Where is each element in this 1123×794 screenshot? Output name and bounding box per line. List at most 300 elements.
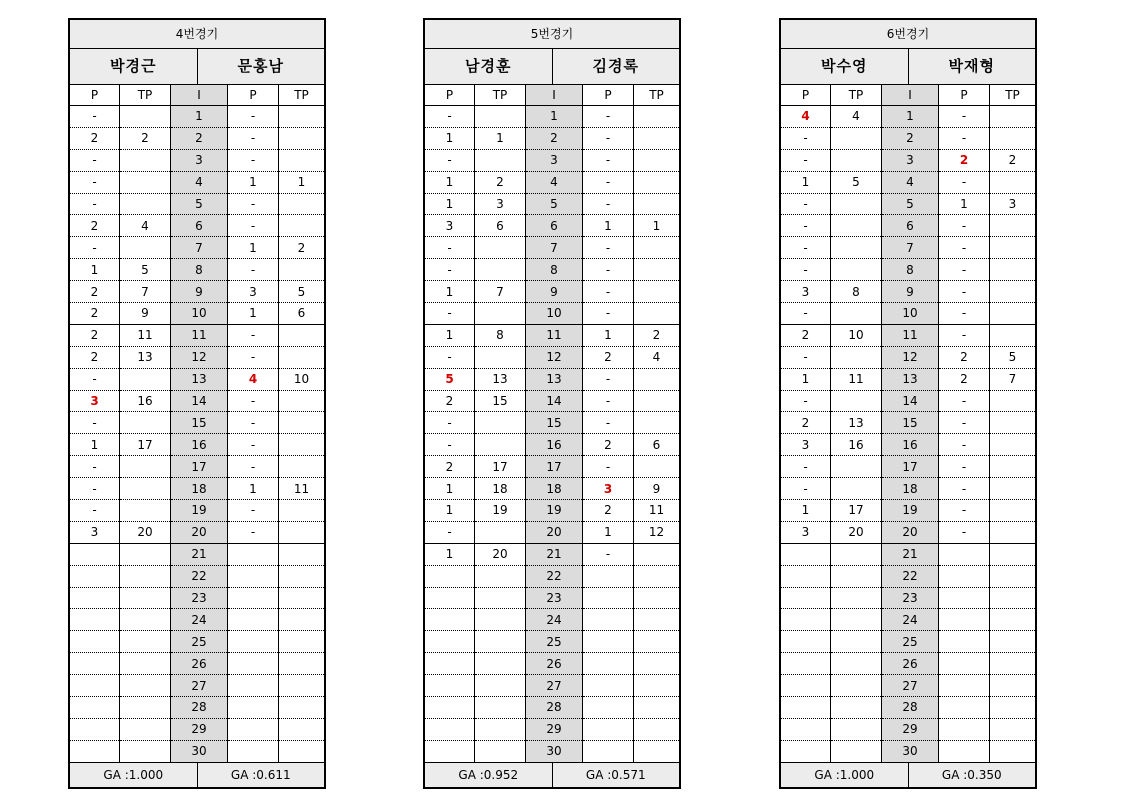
right-tp-cell [279,149,325,171]
table-row [781,456,1035,478]
left-tp-cell: 13 [120,346,171,368]
inning-cell: 8 [171,259,228,281]
inning-cell: 11 [882,324,939,346]
left-p-cell: 4 [781,106,831,128]
player-names [425,49,679,85]
right-p-cell: - [228,127,279,149]
left-p-cell: - [70,106,120,128]
left-tp-cell: 7 [475,281,526,303]
table-row [781,521,1035,543]
left-tp-cell: 4 [831,106,882,128]
right-p-cell: - [939,456,990,478]
left-tp-cell: 11 [831,368,882,390]
left-p-cell: 2 [70,324,120,346]
player-right-name: 김경록 [592,57,639,75]
left-tp-cell [831,697,882,719]
right-p-cell: - [228,412,279,434]
left-p-cell: - [70,478,120,500]
right-p-cell: - [939,521,990,543]
left-tp-cell [120,609,171,631]
left-p-cell: - [70,237,120,259]
right-p-cell [583,653,634,675]
left-p-cell: - [781,237,831,259]
left-p-cell: 2 [425,456,475,478]
left-tp-cell [120,631,171,653]
left-p-cell: - [425,106,475,128]
player-left-name: 박수영 [781,49,909,84]
right-tp-cell [990,259,1036,281]
inning-cell: 2 [526,127,583,149]
table-row [70,127,324,149]
left-tp-cell: 8 [475,324,526,346]
right-tp-cell [279,565,325,587]
header-left-tp: TP [120,85,171,106]
table-row [425,587,679,609]
left-p-cell: 2 [70,303,120,325]
right-p-cell: - [583,412,634,434]
left-tp-cell: 13 [831,412,882,434]
inning-cell: 25 [171,631,228,653]
inning-cell: 16 [882,434,939,456]
left-p-cell: 2 [425,390,475,412]
left-tp-cell [120,675,171,697]
right-p-cell: - [939,303,990,325]
header-inning: I [882,85,939,106]
inning-cell: 23 [171,587,228,609]
left-p-cell: 2 [70,346,120,368]
left-p-cell: - [781,193,831,215]
right-p-cell: 1 [583,521,634,543]
right-p-cell: 1 [228,171,279,193]
right-p-cell: - [939,259,990,281]
left-tp-cell [120,500,171,522]
left-p-cell [70,697,120,719]
inning-cell: 3 [171,149,228,171]
table-row [70,478,324,500]
left-tp-cell: 4 [120,215,171,237]
right-p-cell: 1 [228,303,279,325]
left-tp-cell [475,346,526,368]
inning-cell: 16 [171,434,228,456]
right-tp-cell [990,456,1036,478]
table-row [70,697,324,719]
right-p-cell: - [583,303,634,325]
right-tp-cell [279,106,325,128]
left-tp-cell [831,740,882,761]
left-tp-cell [475,237,526,259]
right-tp-cell [279,127,325,149]
inning-cell: 28 [526,697,583,719]
inning-cell: 5 [882,193,939,215]
table-row [425,346,679,368]
right-tp-cell: 3 [990,193,1036,215]
right-tp-cell [990,390,1036,412]
left-p-cell: - [425,412,475,434]
right-p-cell: - [939,412,990,434]
table-row [425,259,679,281]
table-row [70,390,324,412]
left-p-cell: 1 [425,500,475,522]
inning-cell: 22 [526,565,583,587]
table-row [781,149,1035,171]
table-row [425,368,679,390]
header-right-p: P [583,85,634,106]
right-p-cell [939,675,990,697]
score-rows [70,106,324,762]
right-tp-cell [990,303,1036,325]
player-right-name: 문홍남 [237,57,284,75]
right-tp-cell [634,740,680,761]
right-p-cell: - [228,215,279,237]
right-tp-cell [990,171,1036,193]
right-tp-cell [634,587,680,609]
left-tp-cell: 5 [120,259,171,281]
left-tp-cell [120,740,171,761]
right-tp-cell [634,412,680,434]
inning-cell: 24 [171,609,228,631]
right-tp-cell: 9 [634,478,680,500]
left-p-cell: - [70,368,120,390]
right-p-cell: 2 [939,368,990,390]
right-p-cell: - [228,456,279,478]
left-p-cell: - [781,259,831,281]
right-p-cell: - [583,106,634,128]
left-tp-cell [831,609,882,631]
inning-cell: 27 [171,675,228,697]
left-tp-cell [475,697,526,719]
right-tp-cell [634,456,680,478]
table-row [781,653,1035,675]
right-tp-cell [279,324,325,346]
table-row [781,171,1035,193]
inning-cell: 7 [526,237,583,259]
right-tp-cell [279,675,325,697]
inning-cell: 25 [882,631,939,653]
score-table [70,85,324,762]
inning-cell: 21 [526,543,583,565]
right-tp-cell [990,653,1036,675]
inning-cell: 26 [526,653,583,675]
right-p-cell [583,740,634,761]
right-tp-cell [990,215,1036,237]
right-tp-cell [634,697,680,719]
table-row [781,215,1035,237]
table-row [425,149,679,171]
left-tp-cell [120,653,171,675]
left-p-cell: 2 [70,127,120,149]
right-p-cell [228,543,279,565]
left-p-cell: 1 [781,368,831,390]
left-tp-cell [475,740,526,761]
left-tp-cell: 8 [831,281,882,303]
right-p-cell: - [939,434,990,456]
right-tp-cell [990,543,1036,565]
left-tp-cell [831,215,882,237]
left-p-cell: - [425,434,475,456]
left-tp-cell [831,193,882,215]
left-p-cell: - [781,127,831,149]
header-right-tp: TP [990,85,1036,106]
table-row [425,675,679,697]
left-p-cell [781,718,831,740]
right-tp-cell [634,390,680,412]
inning-cell: 4 [526,171,583,193]
inning-cell: 18 [526,478,583,500]
header-inning: I [171,85,228,106]
table-row [70,631,324,653]
inning-cell: 2 [171,127,228,149]
left-tp-cell [831,259,882,281]
inning-cell: 24 [882,609,939,631]
inning-cell: 28 [171,697,228,719]
right-tp-cell [279,434,325,456]
table-row [781,543,1035,565]
scoresheet-game-4 [68,18,326,789]
table-row [70,346,324,368]
left-tp-cell [120,193,171,215]
table-row [781,718,1035,740]
table-row [781,412,1035,434]
right-tp-cell: 6 [279,303,325,325]
right-p-cell [228,587,279,609]
right-p-cell: - [583,543,634,565]
inning-cell: 13 [526,368,583,390]
right-p-cell [939,697,990,719]
left-p-cell [425,740,475,761]
left-p-cell [70,740,120,761]
inning-cell: 15 [171,412,228,434]
left-p-cell [425,718,475,740]
table-row [425,478,679,500]
right-tp-cell: 2 [279,237,325,259]
table-row [70,171,324,193]
right-tp-cell [990,434,1036,456]
inning-cell: 24 [526,609,583,631]
ga-footer [781,762,1035,787]
right-tp-cell [279,215,325,237]
left-p-cell: - [781,478,831,500]
right-p-cell: - [583,281,634,303]
right-tp-cell: 11 [279,478,325,500]
left-p-cell [781,587,831,609]
table-row [70,237,324,259]
right-p-cell: - [939,324,990,346]
right-tp-cell [990,106,1036,128]
right-p-cell: 1 [228,237,279,259]
right-tp-cell [279,412,325,434]
inning-cell: 1 [526,106,583,128]
inning-cell: 19 [882,500,939,522]
left-tp-cell [831,127,882,149]
table-row [781,565,1035,587]
game-title: 5번경기 [425,20,679,49]
table-row [425,565,679,587]
inning-cell: 18 [882,478,939,500]
right-tp-cell [990,127,1036,149]
table-row [781,346,1035,368]
table-row [70,543,324,565]
table-row [425,412,679,434]
inning-cell: 14 [882,390,939,412]
left-tp-cell: 16 [120,390,171,412]
inning-cell: 19 [171,500,228,522]
inning-cell: 18 [171,478,228,500]
table-row [425,281,679,303]
left-p-cell: 1 [425,478,475,500]
inning-cell: 25 [526,631,583,653]
right-p-cell [583,718,634,740]
right-p-cell: - [583,149,634,171]
left-p-cell [425,697,475,719]
right-tp-cell [279,543,325,565]
left-tp-cell [120,587,171,609]
table-row [425,718,679,740]
left-p-cell: 2 [70,281,120,303]
left-p-cell [425,675,475,697]
right-p-cell: 3 [583,478,634,500]
right-p-cell [583,697,634,719]
right-p-cell: - [583,390,634,412]
ga-left: GA :0.952 [425,763,553,787]
inning-cell: 10 [882,303,939,325]
table-row [781,697,1035,719]
right-p-cell: - [228,500,279,522]
table-row [70,521,324,543]
right-tp-cell [634,303,680,325]
right-tp-cell [634,718,680,740]
right-tp-cell [990,412,1036,434]
inning-cell: 1 [171,106,228,128]
table-row [425,127,679,149]
right-tp-cell [634,237,680,259]
right-tp-cell [279,631,325,653]
left-p-cell: 1 [425,171,475,193]
inning-cell: 9 [882,281,939,303]
right-p-cell [939,653,990,675]
inning-cell: 12 [882,346,939,368]
left-tp-cell [831,718,882,740]
left-p-cell: - [70,412,120,434]
inning-cell: 26 [882,653,939,675]
right-tp-cell [279,718,325,740]
header-right-p: P [939,85,990,106]
left-p-cell: - [70,500,120,522]
left-tp-cell [475,521,526,543]
left-p-cell: - [781,303,831,325]
right-p-cell: - [228,259,279,281]
table-row [425,434,679,456]
table-row [781,631,1035,653]
right-p-cell [583,565,634,587]
left-tp-cell [831,346,882,368]
left-tp-cell [831,653,882,675]
right-tp-cell [990,631,1036,653]
header-left-tp: TP [475,85,526,106]
left-tp-cell [120,456,171,478]
right-tp-cell [634,259,680,281]
right-p-cell [228,675,279,697]
left-tp-cell: 16 [831,434,882,456]
table-row [781,368,1035,390]
inning-cell: 8 [882,259,939,281]
right-tp-cell [990,565,1036,587]
right-p-cell [583,609,634,631]
left-p-cell [70,653,120,675]
right-tp-cell [634,631,680,653]
inning-cell: 6 [171,215,228,237]
left-tp-cell [475,718,526,740]
left-tp-cell: 1 [475,127,526,149]
left-tp-cell [475,653,526,675]
left-tp-cell [831,587,882,609]
table-row [70,675,324,697]
left-tp-cell [475,259,526,281]
left-p-cell [70,718,120,740]
right-p-cell: 1 [228,478,279,500]
left-tp-cell [475,675,526,697]
inning-cell: 15 [882,412,939,434]
right-p-cell [939,587,990,609]
header-left-p: P [781,85,831,106]
inning-cell: 5 [171,193,228,215]
left-tp-cell: 20 [831,521,882,543]
right-tp-cell [634,368,680,390]
ga-left: GA :1.000 [781,763,909,787]
right-tp-cell: 2 [990,149,1036,171]
inning-cell: 17 [526,456,583,478]
right-p-cell: - [939,237,990,259]
left-p-cell [425,653,475,675]
inning-cell: 15 [526,412,583,434]
table-row [781,106,1035,128]
right-p-cell: - [939,106,990,128]
ga-right: GA :0.611 [230,767,291,782]
left-p-cell: 3 [781,434,831,456]
table-row [70,259,324,281]
table-row [425,171,679,193]
inning-cell: 3 [882,149,939,171]
right-p-cell [583,587,634,609]
left-p-cell [425,609,475,631]
table-row [781,259,1035,281]
right-tp-cell [634,281,680,303]
right-p-cell [228,631,279,653]
table-row [70,281,324,303]
right-tp-cell [634,653,680,675]
left-p-cell [70,587,120,609]
left-p-cell: 1 [425,127,475,149]
inning-cell: 20 [171,521,228,543]
right-tp-cell [634,149,680,171]
right-p-cell: - [939,478,990,500]
right-p-cell: 2 [583,346,634,368]
left-p-cell [70,675,120,697]
table-row [425,324,679,346]
table-row [781,281,1035,303]
table-row [425,653,679,675]
table-row [425,609,679,631]
left-p-cell: - [425,259,475,281]
game-title: 4번경기 [70,20,324,49]
right-tp-cell [990,675,1036,697]
left-p-cell [70,543,120,565]
right-p-cell: - [228,390,279,412]
inning-cell: 3 [526,149,583,171]
inning-cell: 13 [882,368,939,390]
right-p-cell: - [583,259,634,281]
right-p-cell: - [583,456,634,478]
left-p-cell [70,631,120,653]
